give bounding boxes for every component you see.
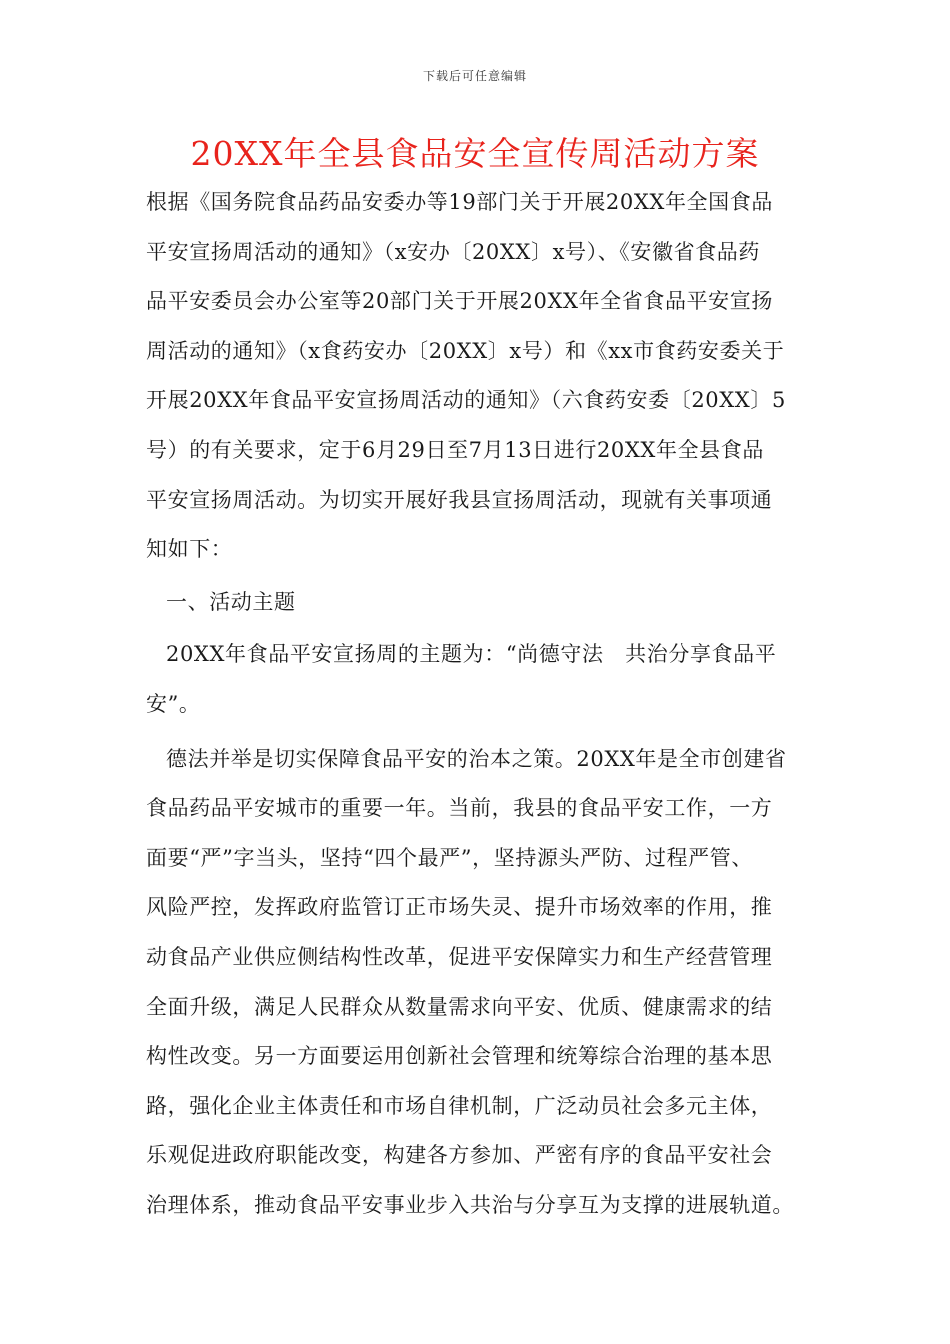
intro-line: 根据《国务院食品药品安委办等19部门关于开展20XX年全国食品 bbox=[146, 190, 773, 214]
body-line: 治理体系，推动食品平安事业步入共治与分享互为支撑的进展轨道。 bbox=[146, 1192, 794, 1217]
body-line: 面要“严”字当头，坚持“四个最严”，坚持源头严防、过程严管、 bbox=[146, 845, 753, 870]
theme-paragraph bbox=[146, 630, 826, 729]
body-line: 动食品产业供应侧结构性改革，促进平安保障实力和生产经营管理 bbox=[146, 944, 773, 969]
body-line: 构性改变。另一方面要运用创新社会管理和统筹综合治理的基本思 bbox=[146, 1044, 773, 1069]
intro-line: 开展20XX年食品平安宣扬周活动的通知》（六食药安委〔20XX〕5 bbox=[146, 388, 786, 413]
intro-line: 知如下： bbox=[146, 537, 233, 562]
body-line: 德法并举是切实保障食品平安的治本之策。20XX年是全市创建省 bbox=[166, 746, 787, 771]
body-line: 全面升级，满足人民群众从数量需求向平安、优质、健康需求的结 bbox=[146, 994, 773, 1019]
theme-line: 安”。 bbox=[146, 691, 201, 716]
header-note: 下载后可任意编辑 bbox=[422, 69, 527, 83]
body-line: 路，强化企业主体责任和市场自律机制，广泛动员社会多元主体， bbox=[146, 1093, 773, 1118]
intro-line: 平安宣扬周活动的通知》（x安办〔20XX〕x号）、《安徽省食品药 bbox=[146, 239, 761, 264]
body-paragraph bbox=[146, 735, 826, 1231]
intro-line: 品平安委员会办公室等20部门关于开展20XX年全省食品平安宣扬 bbox=[146, 289, 773, 314]
intro-paragraph bbox=[146, 178, 826, 575]
body-line: 风险严控，发挥政府监管订正市场失灵、提升市场效率的作用，推 bbox=[146, 895, 773, 920]
body-line: 食品药品平安城市的重要一年。当前，我县的食品平安工作，一方 bbox=[146, 796, 773, 821]
document-body bbox=[146, 178, 826, 1230]
body-line: 乐观促进政府职能改变，构建各方参加、严密有序的食品平安社会 bbox=[146, 1143, 773, 1168]
document-title: 20XX年全县食品安全宣传周活动方案 bbox=[190, 134, 760, 173]
section-heading: 一、活动主题 bbox=[166, 589, 296, 614]
intro-line: 周活动的通知》（x食药安办〔20XX〕x号）和《xx市食药安委关于 bbox=[146, 338, 785, 363]
intro-line: 平安宣扬周活动。为切实开展好我县宣扬周活动，现就有关事项通 bbox=[146, 487, 773, 512]
theme-line: 20XX年食品平安宣扬周的主题为：“尚德守法 共治分享食品平 bbox=[166, 642, 777, 667]
intro-line: 号）的有关要求，定于6月29日至7月13日进行20XX年全县食品 bbox=[146, 437, 764, 462]
